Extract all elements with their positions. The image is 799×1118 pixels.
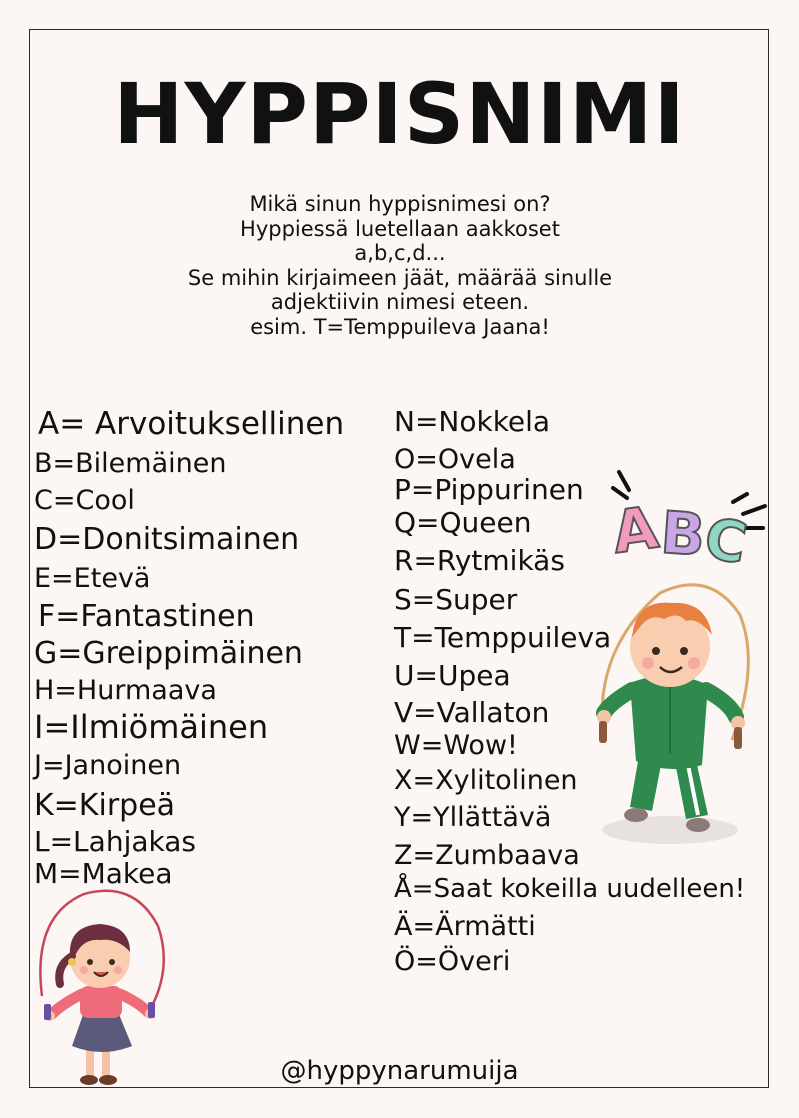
letter-entry-u: U=Upea <box>394 659 511 692</box>
letter-entry-e: E=Etevä <box>34 563 151 594</box>
abc-letter-b: B <box>658 498 708 570</box>
intro-line: Hyppiessä luetellaan aakkoset <box>240 216 560 241</box>
letter-entry-t: T=Temppuileva <box>394 621 612 654</box>
intro-line: a,b,c,d... <box>354 241 446 266</box>
letter-entry-k: K=Kirpeä <box>34 788 176 823</box>
intro-line: Mikä sinun hyppisnimesi on? <box>249 192 551 216</box>
ground-shadow <box>602 816 738 844</box>
letter-entry-i: I=Ilmiömäinen <box>34 708 269 746</box>
letter-entry-v: V=Vallaton <box>394 696 550 729</box>
letter-entry-b: B=Bilemäinen <box>34 448 227 479</box>
letter-entry-a: A= Arvoituksellinen <box>38 406 345 442</box>
footer-handle: @hyppynarumuija <box>280 1056 519 1086</box>
letter-entry-w: W=Wow! <box>394 730 518 761</box>
intro-line: esim. T=Temppuileva Jaana! <box>250 314 550 339</box>
letter-entry-l: L=Lahjakas <box>34 825 196 858</box>
abc-letter-c: C <box>699 506 752 578</box>
page-title: HYPPISNIMI <box>113 65 686 163</box>
letter-entry-d: D=Donitsimainen <box>34 522 300 557</box>
letter-entry-n: N=Nokkela <box>394 405 551 438</box>
letter-entry-j: J=Janoinen <box>34 750 182 781</box>
letter-entry-ouml: Ö=Överi <box>394 946 511 977</box>
boy-jumping-rope-illustration <box>590 575 760 850</box>
letter-entry-r: R=Rytmikäs <box>394 544 565 577</box>
sparkle-icon <box>733 494 747 502</box>
abc-letter-a: A <box>608 493 663 567</box>
abc-illustration <box>605 462 775 592</box>
intro-text <box>120 192 680 340</box>
letter-entry-m: M=Makea <box>34 857 173 890</box>
letter-entry-y: Y=Yllättävä <box>394 802 552 833</box>
letter-entry-c: C=Cool <box>34 485 135 516</box>
letter-entry-x: X=Xylitolinen <box>394 765 578 796</box>
letter-entry-f: F=Fantastinen <box>38 599 255 634</box>
sparkle-icon <box>613 472 629 498</box>
intro-line: adjektiivin nimesi eteen. <box>270 290 530 315</box>
letter-entry-q: Q=Queen <box>394 506 532 539</box>
letter-entry-h: H=Hurmaava <box>34 675 217 706</box>
letter-entry-o: O=Ovela <box>394 444 516 475</box>
letter-entry-s: S=Super <box>394 583 518 616</box>
letter-entry-z: Z=Zumbaava <box>394 840 580 871</box>
letter-entry-p: P=Pippurinen <box>394 473 584 506</box>
letter-entry-aring: Å=Saat kokeilla uudelleen! <box>394 874 746 904</box>
letter-entry-auml: Ä=Ärmätti <box>394 911 536 942</box>
intro-line: Se mihin kirjaimeen jäät, määrää sinulle <box>187 265 613 290</box>
girl-jumping-rope-illustration <box>34 886 184 1091</box>
letter-entry-g: G=Greippimäinen <box>34 636 303 671</box>
